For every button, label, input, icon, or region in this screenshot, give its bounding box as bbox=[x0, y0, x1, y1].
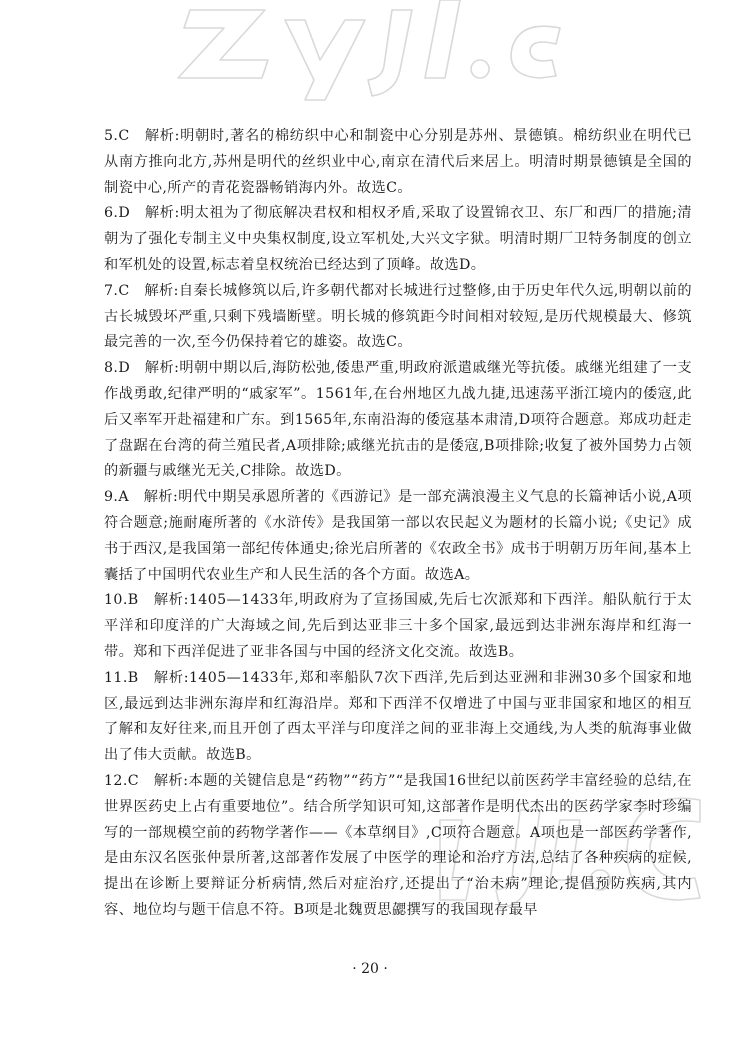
answer-item-12: 12.C 解析:本题的关键信息是“药物”“药方”“是我国16世纪以前医药学丰富经验的总结,在世界医药史上占有重要地位”。结合所学知识可知,这部著作是明代杰出的医药学家李时珍编写的一部规模空前的药物学著作——《本草纲目》,C项符合题意。A项也是一部医药学著作,是由东汉名医张仲景所著,这部著作发展了中医学的理论和治疗方法,总结了各种疾病的症候,提出在诊断上要辩证分析病情,然后对症治疗,还提出了“治未病”理论,提倡预防疾病,其内容、地位均与题干信息不符。B项是北魏贾思勰撰写的我国现存最早 bbox=[104, 772, 692, 918]
answer-item-9: 9.A 解析:明代中期吴承恩所著的《西游记》是一部充满浪漫主义气息的长篇神话小说,A项符合题意;施耐庵所著的《水浒传》是我国第一部以农民起义为题材的长篇小说;《史记》成书于西汉,是我国第一部纪传体通史;徐光启所著的《农政全书》成书于明朝万历年间,基本上囊括了中国明代农业生产和人民生活的各个方面。故选A。 bbox=[104, 489, 692, 583]
answer-explanations bbox=[104, 124, 692, 924]
answer-item-11: 11.B 解析:1405—1433年,郑和率船队7次下西洋,先后到达亚洲和非洲30多个国家和地区,最远到达非洲东海岸和红海沿岸。郑和下西洋不仅增进了中国与亚非国家和地区的相互了解和友好往来,而且开创了西太平洋与印度洋之间的亚非海上交通线,为人类的航海事业做出了伟大贡献。故选B。 bbox=[104, 669, 692, 764]
answer-item-8: 8.D 解析:明朝中期以后,海防松弛,倭患严重,明政府派遣戚继光等抗倭。戚继光组建了一支作战勇敢,纪律严明的“戚家军”。1561年,在台州地区九战九捷,迅速荡平浙江境内的倭寇,此后又率军开赴福建和广东。到1565年,东南沿海的倭寇基本肃清,D项符合题意。郑成功赶走了盘踞在台湾的荷兰殖民者,A项排除;戚继光抗击的是倭寇,B项排除;收复了被外国势力占领的新疆与戚继光无关,C排除。故选D。 bbox=[104, 360, 692, 480]
answer-item-6: 6.D 解析:明太祖为了彻底解决君权和相权矛盾,采取了设置锦衣卫、东厂和西厂的措施;清朝为了强化专制主义中央集权制度,设立军机处,大兴文字狱。明清时期厂卫特务制度的创立和军机处的设置,标志着皇权统治已经达到了顶峰。故选D。 bbox=[104, 205, 692, 273]
answer-item-10: 10.B 解析:1405—1433年,明政府为了宣扬国威,先后七次派郑和下西洋。船队航行于太平洋和印度洋的广大海域之间,先后到达亚非三十多个国家,最远到达非洲东海岸和红海一带。郑和下西洋促进了亚非各国与中国的经济文化交流。故选B。 bbox=[104, 592, 692, 660]
answer-item-7: 7.C 解析:自秦长城修筑以后,许多朝代都对长城进行过整修,由于历史年代久远,明朝以前的古长城毁坏严重,只剩下残墙断壁。明长城的修筑距今时间相对较短,是历代规模最大、修筑最完善的一次,至今仍保持着它的雄姿。故选C。 bbox=[104, 282, 692, 351]
answer-item-5: 5.C 解析:明朝时,著名的棉纺织中心和制瓷中心分别是苏州、景德镇。棉纺织业在明代已从南方推向北方,苏州是明代的丝织业中心,南京在清代后来居上。明清时期景德镇是全国的制瓷中心,所产的青花瓷器畅销海内外。故选C。 bbox=[104, 128, 692, 196]
page-number: · 20 · bbox=[352, 961, 388, 977]
